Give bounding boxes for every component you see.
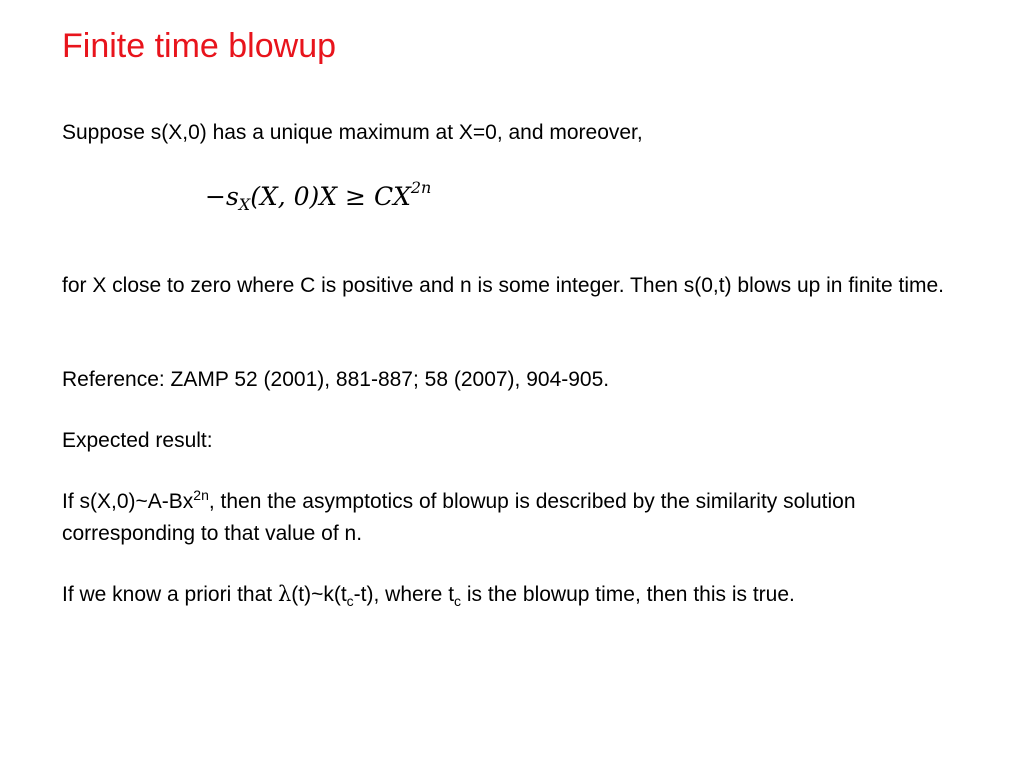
expected-result-label: Expected result:: [62, 429, 213, 452]
lambda-symbol: λ: [277, 582, 292, 606]
result1-suffix: , then the asymptotics of blowup is described by the similarity solution corresponding to that value of n.: [62, 490, 856, 545]
result1-prefix: If s(X,0)~A-Bx: [62, 490, 194, 513]
formula-geq: ≥: [337, 182, 374, 211]
result-paragraph-1: [62, 486, 962, 550]
result2-subscript-c-1: c: [346, 593, 354, 610]
result2-part1: If we know a priori that: [62, 583, 278, 606]
result1-exponent: 2n: [193, 487, 209, 503]
intro-text: Suppose s(X,0) has a unique maximum at X=0, and moreover,: [62, 121, 643, 144]
condition-text: for X close to zero where C is positive and n is some integer. Then s(0,t) blows up in finite time.: [62, 274, 945, 297]
slide-title: Finite time blowup: [62, 27, 337, 65]
result2-part2: (t)~k(t: [291, 583, 347, 606]
formula-minus: −: [205, 182, 226, 211]
inequality-formula: [205, 168, 431, 225]
formula-rhs-exponent: 2n: [410, 178, 432, 197]
reference-text: Reference: ZAMP 52 (2001), 881-887; 58 (2007), 904-905.: [62, 368, 610, 391]
formula-s: s: [225, 182, 239, 211]
result2-part3: -t), where t: [353, 583, 455, 606]
result2-subscript-c-2: c: [454, 593, 462, 610]
formula-s-subscript: X: [238, 195, 251, 214]
formula-args: (X, 0)X: [250, 182, 338, 211]
result2-part4: is the blowup time, then this is true.: [461, 583, 795, 606]
result-paragraph-2: [62, 578, 962, 611]
formula-rhs: CX: [373, 182, 411, 211]
